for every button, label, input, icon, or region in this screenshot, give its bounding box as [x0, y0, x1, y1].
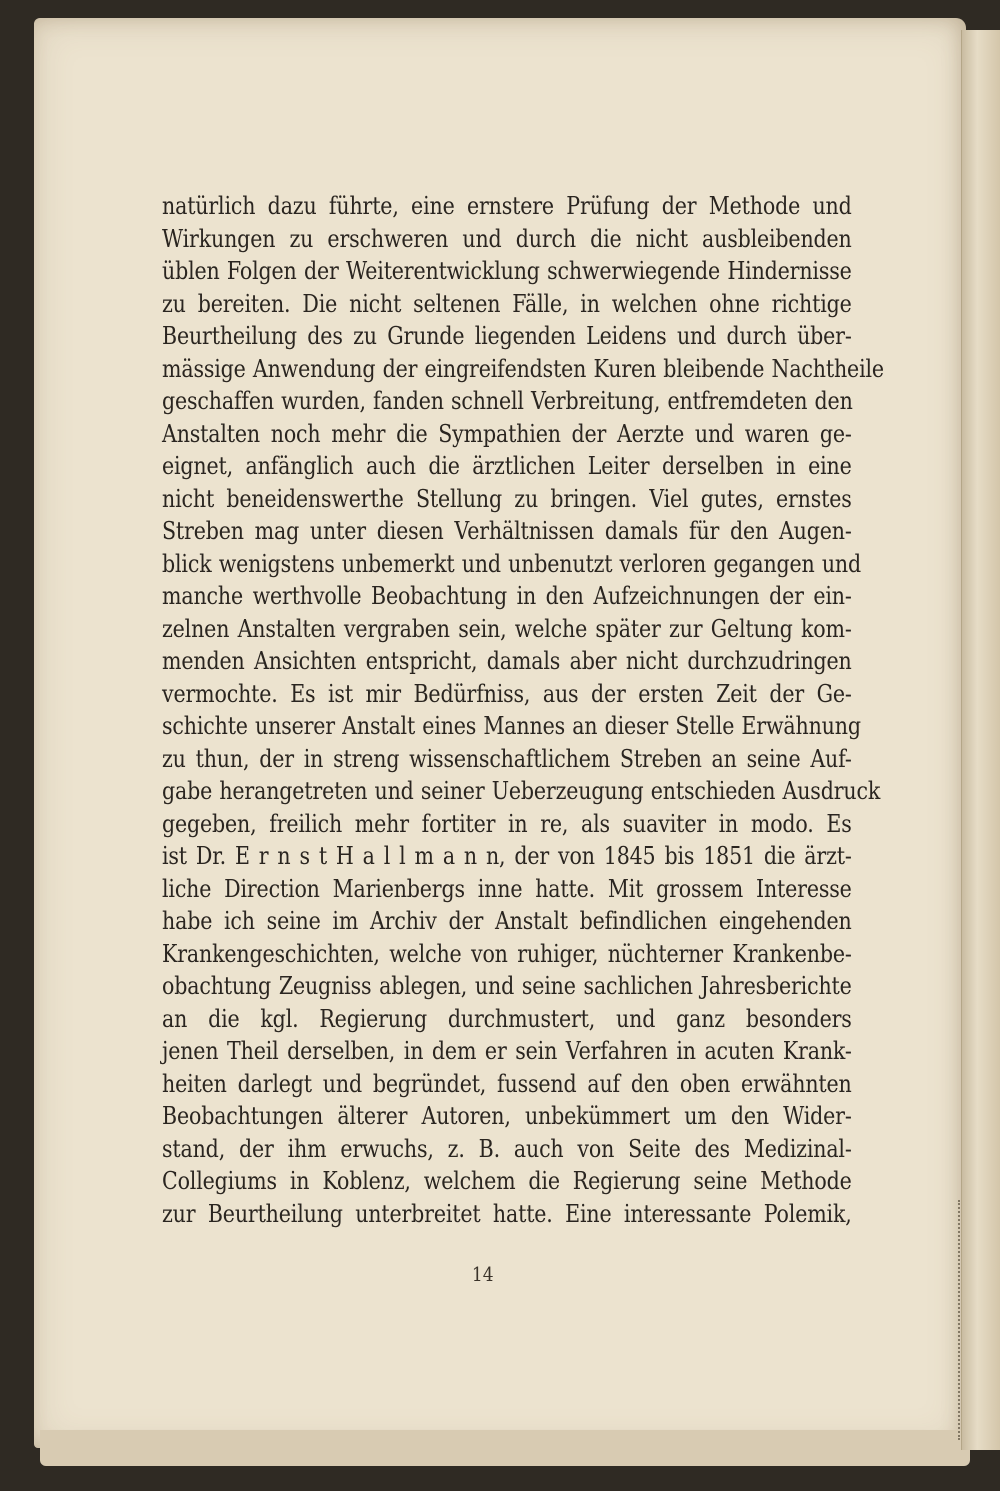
text-line: Wirkungen zu erschweren und durch die nicht ausbleibenden [162, 223, 852, 253]
text-line: habe ich seine im Archiv der Anstalt befindlichen eingehenden [162, 906, 852, 935]
text-line: manche werthvolle Beobachtung in den Aufzeichnungen der ein- [162, 581, 852, 610]
text-line: Anstalten noch mehr die Sympathien der Aerzte und waren ge- [162, 418, 852, 448]
text-line: obachtung Zeugniss ablegen, und seine sachlichen Jahresberichte [162, 971, 852, 1000]
text-line: üblen Folgen der Weiterentwicklung schwerwiegende Hindernisse [162, 256, 852, 285]
text-line: geschaffen wurden, fanden schnell Verbreitung, entfremdeten den [162, 386, 853, 415]
text-line: gegeben, freilich mehr fortiter in re, als suaviter in modo. Es [162, 808, 852, 838]
text-line: natürlich dazu führte, eine ernstere Prüfung der Methode und [162, 191, 852, 220]
text-line: mässige Anwendung der eingreifendsten Kuren bleibende Nachtheile [162, 353, 884, 383]
edge-marks [958, 1200, 964, 1440]
page-number: 14 [471, 1262, 494, 1286]
text-line: blick wenigstens unbemerkt und unbenutzt verloren gegangen und [162, 548, 862, 578]
text-line: menden Ansichten entspricht, damals aber nicht durchzudringen [162, 646, 852, 675]
text-line: stand, der ihm erwuchs, z. B. auch von Seite des Medizinal- [162, 1133, 852, 1163]
text-line: zu thun, der in streng wissenschaftlichem Streben an seine Auf- [162, 743, 852, 773]
text-line: gabe herangetreten und seiner Ueberzeugung entschieden Ausdruck [162, 776, 881, 805]
text-line: jenen Theil derselben, in dem er sein Verfahren in acuten Krank- [162, 1036, 852, 1065]
text-line: Beurtheilung des zu Grunde liegenden Leidens und durch über- [162, 321, 852, 350]
text-line: ist Dr. E r n s t H a l l m a n n, der von 1845 bis 1851 die ärzt- [162, 841, 852, 870]
text-line: nicht beneidenswerthe Stellung zu bringen. Viel gutes, ernstes [162, 483, 852, 513]
body-text [162, 190, 884, 1230]
text-line: zur Beurtheilung unterbreitet hatte. Eine interessante Polemik, [162, 1198, 852, 1228]
text-line: Beobachtungen älterer Autoren, unbekümmert um den Wider- [162, 1101, 852, 1130]
text-line: vermochte. Es ist mir Bedürfniss, aus der ersten Zeit der Ge- [162, 678, 852, 708]
text-line: an die kgl. Regierung durchmustert, und ganz besonders [162, 1003, 852, 1033]
next-page-edge [40, 1430, 970, 1466]
text-line: Streben mag unter diesen Verhältnissen damals für den Augen- [162, 516, 852, 545]
page-stack-edge [961, 30, 1000, 1450]
text-line: eignet, anfänglich auch die ärztlichen Leiter derselben in eine [162, 451, 852, 480]
text-line: heiten darlegt und begründet, fussend auf den oben erwähnten [162, 1068, 852, 1098]
text-line: Collegiums in Koblenz, welchem die Regierung seine Methode [162, 1166, 852, 1195]
text-line: liche Direction Marienbergs inne hatte. Mit grossem Interesse [162, 873, 852, 903]
text-line: zu bereiten. Die nicht seltenen Fälle, in welchen ohne richtige [162, 288, 852, 318]
text-line: schichte unserer Anstalt eines Mannes an dieser Stelle Erwähnung [162, 711, 861, 740]
text-line: Krankengeschichten, welche von ruhiger, nüchterner Krankenbe- [162, 938, 852, 968]
text-line: zelnen Anstalten vergraben sein, welche später zur Geltung kom- [162, 613, 852, 643]
